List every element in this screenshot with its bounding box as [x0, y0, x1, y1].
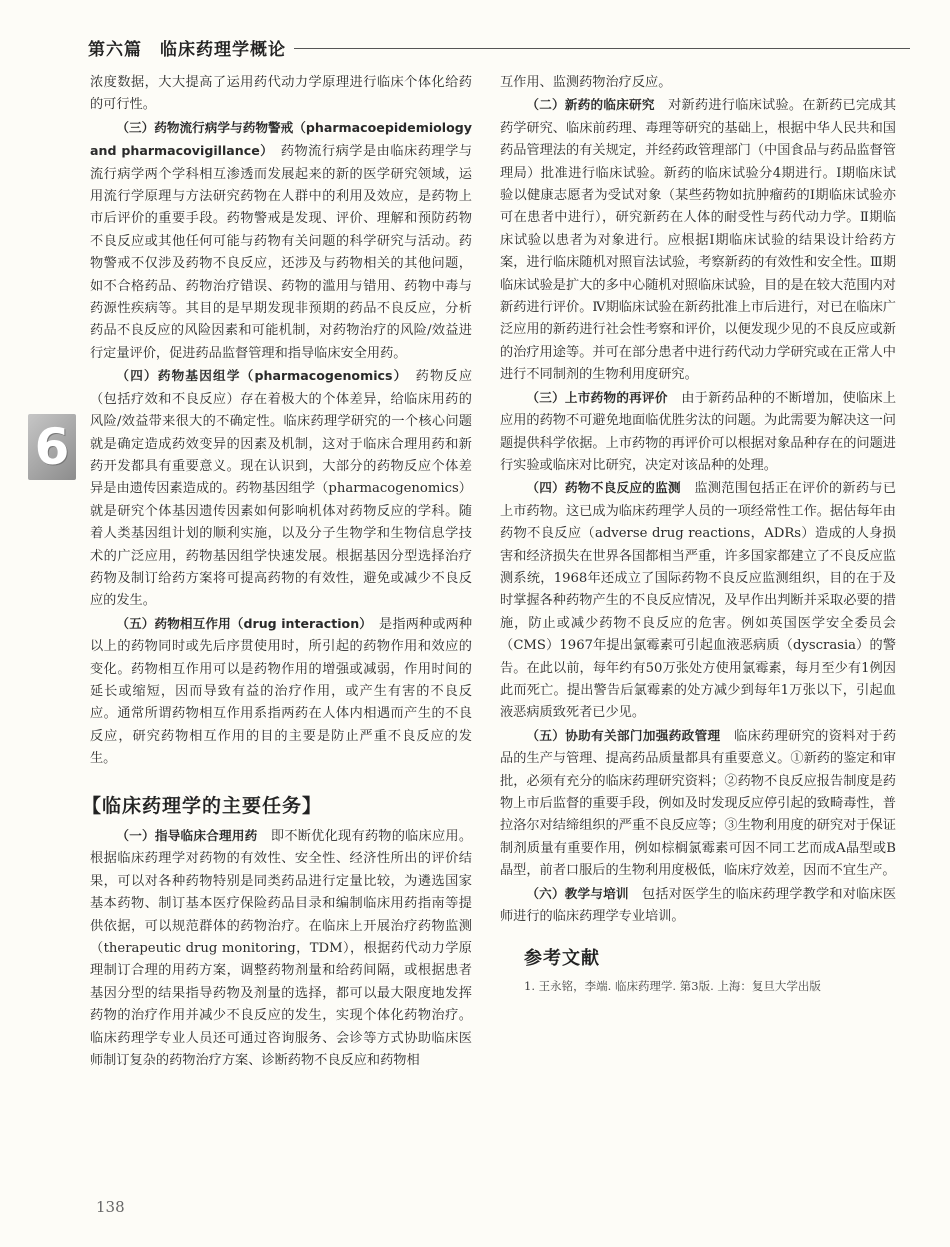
references-title: 参考文献 — [524, 948, 600, 970]
subsection-heading: （五）药物相互作用（drug interaction） — [116, 615, 366, 631]
subsection-heading: （五）协助有关部门加强药政管理 — [526, 727, 721, 743]
paragraph — [500, 883, 896, 929]
section-title: 【临床药理学的主要任务】 — [82, 794, 323, 817]
paragraph-text: 即不断优化现有药物的临床应用。根据临床药理学对药物的有效性、安全性、经济性所出的评价结果，可以对各种药物特别是同类药品进行定量比较，为遴选国家基本药物、制订基本医疗保险药品目录和编制临床用药指南等提供依据，可以规范群体的药物治疗。在临床上开展治疗药物监测（therapeutic drug monitoring，TDM），根据药代动力学原理制订合理的用药方案，调整药物剂量和给药间隔，或根据患者基因分型的结果指导药物及剂量的选择，都可以最大限度地发挥药物的治疗作用并减少不良反应的发生，实现个体化药物治疗。临床药理学专业人员还可通过咨询服务、会诊等方式协助临床医师制订复杂的药物治疗方案、诊断药物不良反应和药物相 — [90, 829, 473, 1069]
page-number: 138 — [96, 1198, 125, 1216]
paragraph: 互作用、监测药物治疗反应。 — [500, 75, 672, 90]
paragraph-text: 对新药进行临床试验。在新药已完成其药学研究、临床前药理、毒理等研究的基础上，根据中华人民共和国药品管理法的有关规定，并经药政管理部门（中国食品与药品监督管理局）批准进行临床试验。新药的临床试验分4期进行。Ⅰ期临床试验以健康志愿者为受试对象（某些药物如抗肿瘤药的Ⅰ期临床试验亦可在患者中进行），研究新药在人体的耐受性与药代动力学。Ⅱ期临床试验以患者为对象进行。应根据Ⅰ期临床试验的结果设计给药方案，进行临床随机对照盲法试验，考察新药的有效性和安全性。Ⅲ期临床试验是扩大的多中心随机对照临床试验，目的是在较大范围内对新药进行评价。Ⅳ期临床试验在新药批准上市后进行，对已在临床广泛应用的新药进行社会性考察和评价，以便发现少见的不良反应或新的治疗用途等。并可在部分患者中进行药代动力学研究或在正常人中进行不同制剂的生物利用度研究。 — [500, 98, 897, 383]
subsection-heading: （三）药物流行病学与药物警戒（pharmacoepidemiology and pharmacovigillance） — [90, 119, 472, 159]
reference-item: 1. 王永铭，李端. 临床药理学. 第3版. 上海：复旦大学出版 — [524, 978, 821, 993]
paragraph-text: 是指两种或两种以上的药物同时或先后序贯使用时，所引起的药物作用和效应的变化。药物相互作用可以是药物作用的增强或减弱，作用时间的延长或缩短，因而导致有益的治疗作用，或产生有害的不良反应。通常所谓药物相互作用系指两药在人体内相遇而产生的不良反应，研究药物相互作用的目的主要是防止严重不良反应的发生。 — [90, 616, 473, 767]
header-rule — [294, 48, 910, 49]
paragraph-text: 由于新药品种的不断增加，使临床上应用的药物不可避免地面临优胜劣汰的问题。为此需要为解决这一问题提供科学依据。上市药物的再评价可以根据对象品种存在的问题进行实验或临床对比研究，决定对该品种的处理。 — [500, 390, 897, 473]
subsection-heading: （六）教学与培训 — [526, 885, 629, 901]
left-column — [82, 72, 473, 1072]
paragraph — [500, 94, 896, 386]
paragraph-text: 包括对医学生的临床药理学教学和对临床医师进行的临床药理学专业培训。 — [500, 886, 897, 925]
paragraph — [500, 477, 896, 724]
page-header — [88, 32, 910, 62]
subsection-heading: （一）指导临床合理用药 — [116, 828, 258, 843]
paragraph — [500, 725, 896, 883]
header-title: 第六篇 临床药理学概论 — [88, 39, 286, 60]
subsection-heading: （二）新药的临床研究 — [526, 97, 655, 113]
paragraph-text: 监测范围包括正在评价的新药与已上市药物。这已成为临床药理学人员的一项经常性工作。据估每年由药物不良反应（adverse drug reactions，ADRs）造成的人身损害和经济损失在世界各国都相当严重，许多国家都建立了不良反应监测系统，1968年还成立了国际药物不良反应监测组织，目的在于及时掌握各种药物产生的不良反应情况，及早作出判断并采取必要的措施，防止或减少药物不良反应的危害。例如英国医学安全委员会（CMS）1967年提出氯霉素可引起血液恶病质（dyscrasia）的警告。在此以前，每年约有50万张处方使用氯霉素，每月至少有1例因此而死亡。提出警告后氯霉素的处方减少到每年1万张以下，引起血液恶病质致死者已少见。 — [500, 481, 897, 721]
chapter-tab — [28, 414, 76, 480]
subsection-heading: （三）上市药物的再评价 — [526, 389, 668, 405]
paragraph — [90, 613, 472, 771]
paragraph — [90, 825, 472, 1072]
subsection-heading: （四）药物不良反应的监测 — [526, 480, 681, 496]
paragraph-text: 药物反应（包括疗效和不良反应）存在着极大的个体差异，给临床用药的风险/效益带来很大的不确定性。临床药理学研究的一个核心问题就是确定造成药效变异的因素及机制，这对于临床合理用药和新药开发都具有重要意义。现在认识到，大部分的药物反应个体差异是由遗传因素造成的。药物基因组学（pharmacogenomics）就是研究个体基因遗传因素如何影响机体对药物反应的学科。随着人类基因组计划的顺利实施，以及分子生物学和生物信息学技术的广泛应用，药物基因组学快速发展。根据基因分型选择治疗药物及制订给药方案将可提高药物的有效性，避免或减少不良反应的发生。 — [90, 369, 473, 609]
paragraph — [90, 117, 472, 365]
paragraph-text: 药物流行病学是由临床药理学与流行病学两个学科相互渗透而发展起来的新的医学研究领域，运用流行学原理与方法研究药物在人群中的利用及效应，是药物上市后评价的重要手段。药物警戒是发现、评价、理解和预防药物不良反应或其他任何可能与药物有关问题的科学研究与活动。药物警戒不仅涉及药物不良反应，还涉及与药物相关的其他问题，如不合格药品、药物治疗错误、药物的滥用与错用、药物中毒与药源性疾病等。其目的是早期发现非预期的药品不良反应，分析药品不良反应的风险因素和可能机制，对药物治疗的风险/效益进行定量评价，促进药品监督管理和指导临床安全用药。 — [90, 144, 473, 361]
subsection-heading: （四）药物基因组学（pharmacogenomics） — [116, 368, 402, 384]
right-column — [500, 72, 896, 995]
paragraph: 浓度数据，大大提高了运用药代动力学原理进行临床个体化给药的可行性。 — [90, 75, 472, 113]
paragraph — [90, 365, 472, 612]
chapter-number: 6 — [34, 418, 70, 476]
paragraph-text: 临床药理研究的资料对于药品的生产与管理、提高药品质量都具有重要意义。①新药的鉴定和审批，必须有充分的临床药理研究资料；②药物不良反应报告制度是药物上市后监督的重要手段，例如及时发现反应停引起的致畸毒性，普拉洛尔对结缔组织的严重不良反应等；③生物利用度的研究对于保证制剂质量有重要作用，例如棕榈氯霉素可因不同工艺而成A晶型或B晶型，前者口服后的生物利用度极低，临床疗效差，因而不宜生产。 — [500, 728, 897, 879]
paragraph — [500, 387, 896, 478]
